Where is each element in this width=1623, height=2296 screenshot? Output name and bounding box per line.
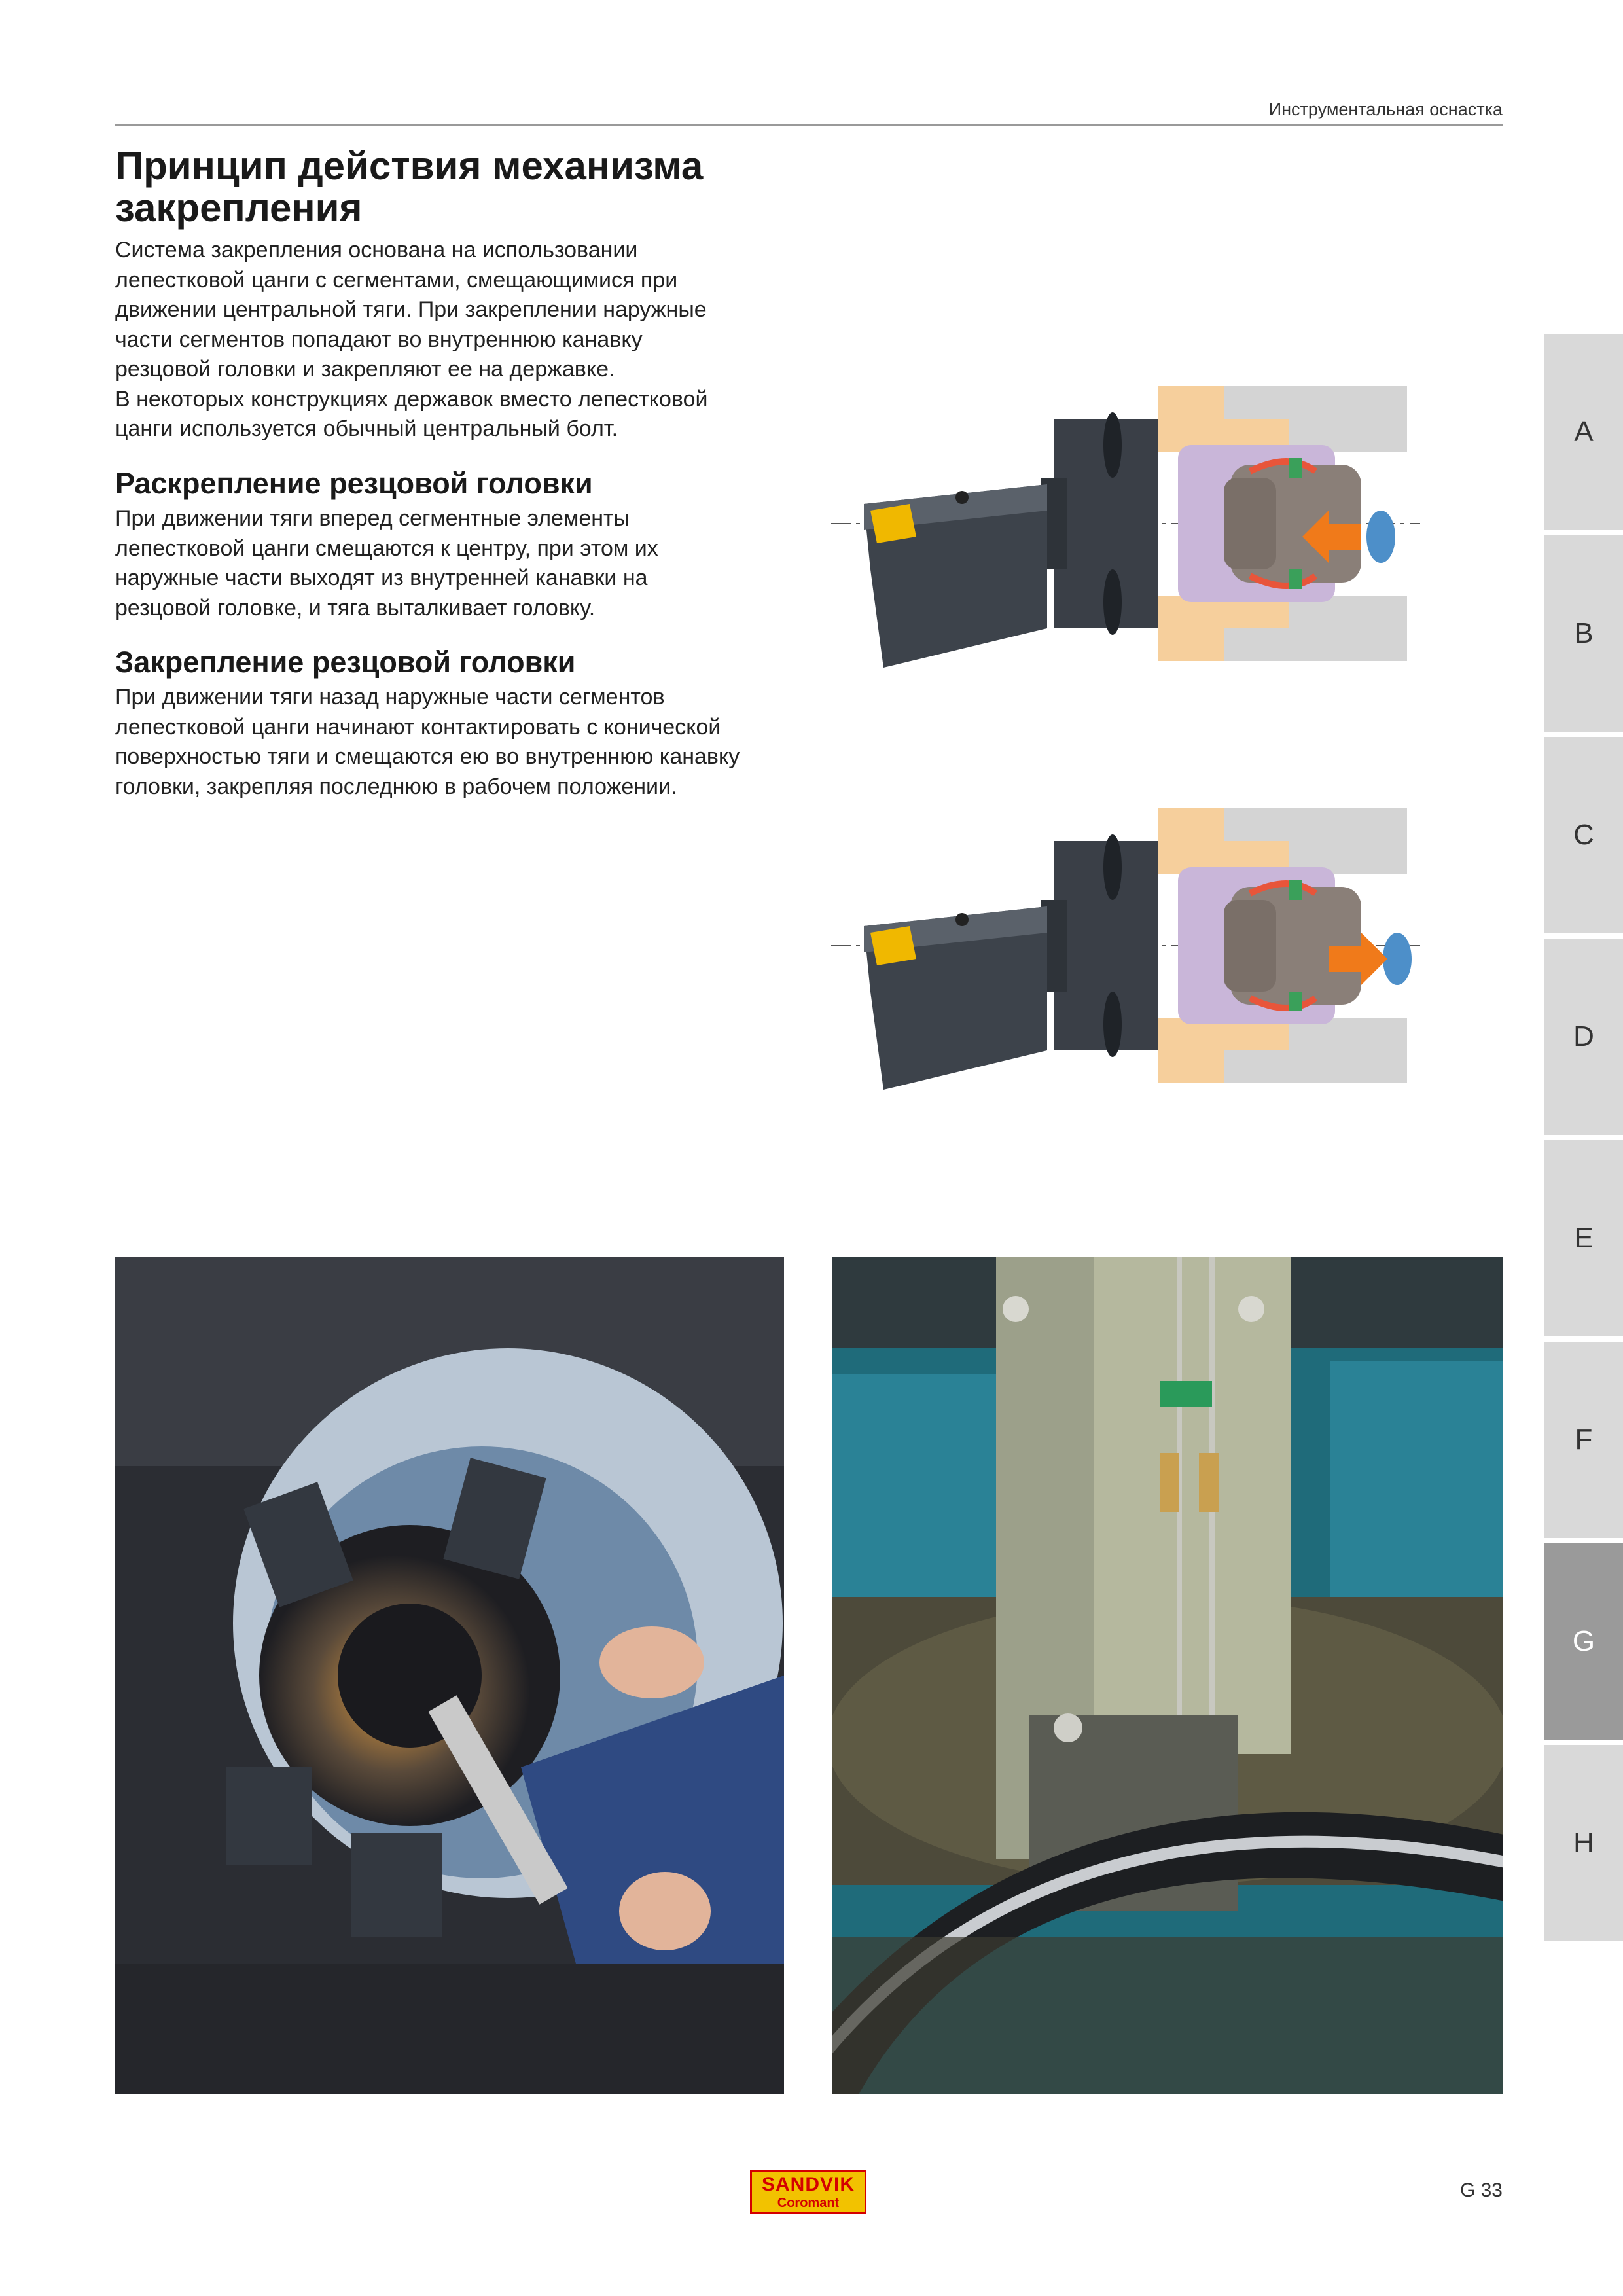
turret-photo <box>115 1257 784 2094</box>
header-rule <box>115 124 1503 126</box>
tab-c[interactable]: C <box>1544 737 1623 933</box>
tab-d[interactable]: D <box>1544 939 1623 1135</box>
section-header: Инструментальная оснастка <box>1268 99 1503 119</box>
tab-f[interactable]: F <box>1544 1342 1623 1538</box>
intro-paragraph: Система закрепления основана на использовании лепестковой цанги с сегментами, смещающимися при движении центральной тяги. При закреплении наружные части сегментов попадают во внутреннюю канавку резцовой головки и закрепляют ее на державке. В некоторых конструкциях державок вместо лепестковой цанги используется обычный центральный болт. <box>115 238 708 441</box>
section-heading-clamp: Закрепление резцовой головки <box>115 645 576 679</box>
vertical-lathe-photo <box>832 1257 1503 2094</box>
tab-b[interactable]: B <box>1544 535 1623 732</box>
tab-h[interactable]: H <box>1544 1745 1623 1941</box>
clamp-diagram <box>831 802 1420 1103</box>
section-text-clamp: При движении тяги назад наружные части сегментов лепестковой цанги начинают контактировать с конической поверхностью тяги и смещаются ею во внутреннюю канавку головки, закрепляя последнюю в рабочем положении. <box>115 685 740 799</box>
tab-a[interactable]: A <box>1544 334 1623 530</box>
tab-e[interactable]: E <box>1544 1140 1623 1336</box>
section-tabs <box>1544 334 1623 1946</box>
tab-g[interactable]: G <box>1544 1543 1623 1740</box>
logo-top-text: SANDVIK <box>761 2174 855 2195</box>
section-text-release: При движении тяги вперед сегментные элементы лепестковой цанги смещаются к центру, при этом их наружные части выходят из внутренней канавки на резцовой головке, и тяга выталкивает головку. <box>115 506 658 620</box>
logo-bottom-text: Coromant <box>777 2196 840 2210</box>
release-diagram <box>831 380 1420 681</box>
section-heading-release: Раскрепление резцовой головки <box>115 467 593 500</box>
sandvik-logo <box>750 2170 866 2214</box>
page-number: G 33 <box>1459 2179 1503 2201</box>
page-title: Принцип действия механизма закрепления <box>115 144 704 230</box>
